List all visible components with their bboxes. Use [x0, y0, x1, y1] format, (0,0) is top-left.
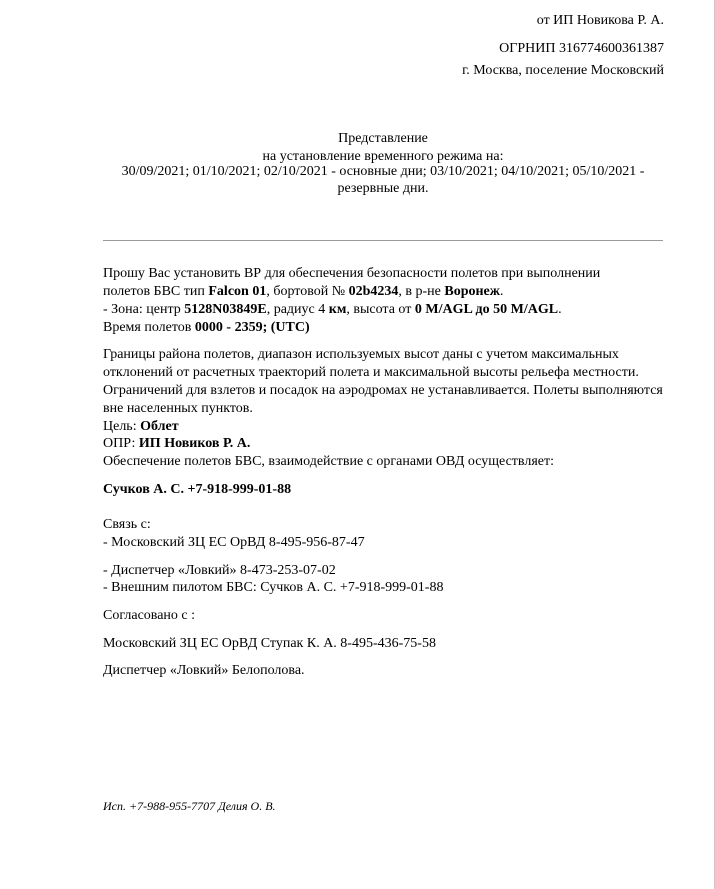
divider [103, 240, 663, 241]
header-from: от ИП Новикова Р. А. [536, 13, 664, 28]
request-line-3: - Зона: центр 5128N03849E, радиус 4 км, высота от 0 M/AGL до 50 M/AGL. [103, 302, 562, 317]
support-text: Обеспечение полетов БВС, взаимодействие с органами ОВД осуществляет: [103, 454, 555, 469]
title-line-3: 30/09/2021; 01/10/2021; 02/10/2021 - основные дни; 03/10/2021; 04/10/2021; 05/10/2021 - [121, 164, 645, 179]
contact-item: - Московский ЗЦ ЕС ОрВД 8-495-956-87-47 [103, 535, 365, 550]
opr-line: ОПР: ИП Новиков Р. А. [103, 436, 251, 451]
title-line-1: Представление [338, 131, 428, 146]
contacts-label: Связь с: [103, 517, 151, 532]
request-line-1: Прошу Вас установить ВР для обеспечения безопасности полетов при выполнении [103, 266, 601, 281]
altitude: 0 M/AGL до 50 M/AGL [414, 302, 559, 317]
executor-footer: Исп. +7-988-955-7707 Делия О. В. [103, 799, 276, 813]
agreed-item: Московский ЗЦ ЕС ОрВД Ступак К. А. 8-495-436-75-58 [103, 636, 436, 651]
boundaries-paragraph: Границы района полетов, диапазон используемых высот даны с учетом максимальных отклонений от расчетных траекторий полета и максимальной высоты рельефа местности. Ограничений для взлетов и посадок на аэродромах не устанавливается. Полеты выполняются вне населенных пунктов. [103, 347, 663, 416]
support-person: Сучков А. С. +7-918-999-01-88 [103, 482, 292, 497]
title-line-4: резервные дни. [337, 181, 429, 196]
contact-item: - Диспетчер «Ловкий» 8-473-253-07-02 [103, 563, 336, 578]
contact-item: - Внешним пилотом БВС: Сучков А. С. +7-918-999-01-88 [103, 580, 444, 595]
agreed-label: Согласовано с : [103, 608, 196, 623]
title-line-2: на установление временного режима на: [262, 149, 504, 164]
request-line-4: Время полетов 0000 - 2359; (UTC) [103, 320, 310, 335]
purpose-line: Цель: Облет [103, 419, 179, 434]
radius-unit: км [328, 302, 347, 317]
board-number: 02b4234 [348, 284, 399, 299]
zone-center: 5128N03849E [184, 302, 267, 317]
request-line-2: полетов БВС тип Falcon 01, бортовой № 02b4234, в р-не Воронеж. [103, 284, 504, 299]
header-address: г. Москва, поселение Московский [462, 63, 664, 78]
agreed-item: Диспетчер «Ловкий» Белополова. [103, 663, 305, 678]
opr-value: ИП Новиков Р. А. [138, 436, 251, 451]
header-ogrnip: ОГРНИП 316774600361387 [499, 41, 664, 56]
flight-time: 0000 - 2359; (UTC) [194, 320, 310, 335]
region: Воронеж [444, 284, 500, 299]
purpose-value: Облет [140, 419, 179, 434]
aircraft-type: Falcon 01 [208, 284, 267, 299]
